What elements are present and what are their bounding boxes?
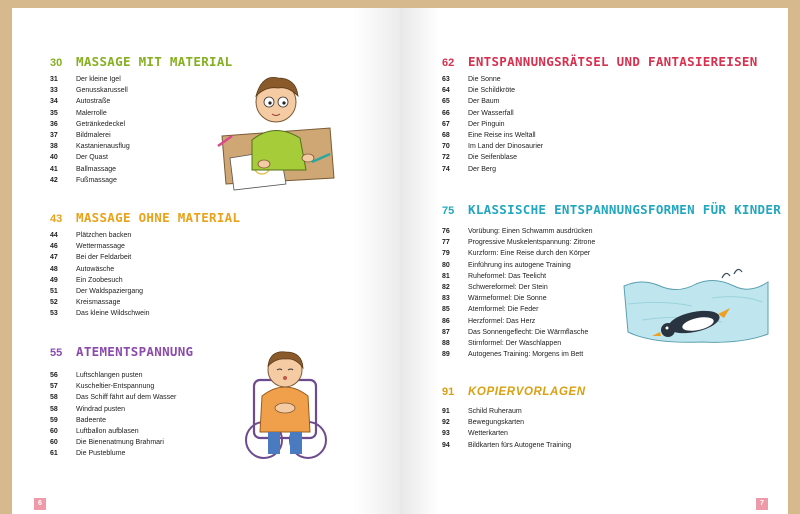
entry-page: 83 [442,295,450,303]
entry-title: Wettermassage [76,243,125,251]
entry-title: Windrad pusten [76,405,126,413]
toc-entry[interactable] [50,230,240,241]
entry-title: Badeente [76,416,106,424]
page-number-badge: 7 [756,498,768,510]
entry-page: 56 [50,372,58,379]
entry-page: 68 [442,131,450,139]
entry-title: Das Schiff fährt auf dem Wasser [76,394,177,402]
left-page [12,8,400,514]
toc-entry[interactable] [442,406,586,417]
entry-title: Die Schildkröte [468,87,516,95]
toc-entry[interactable] [50,74,233,85]
toc-entry[interactable] [442,248,781,259]
toc-entry[interactable] [50,85,233,96]
entry-page: 60 [50,439,58,447]
entry-title: Der Pinguin [468,120,505,128]
toc-section-kopiervorlagen [442,386,586,451]
entry-title: Vorübung: Einen Schwamm ausdrücken [468,228,593,235]
entry-page: 94 [442,441,450,449]
entry-title: Malerrolle [76,109,107,117]
entry-page: 58 [50,405,58,413]
entry-title: Bei der Feldarbeit [76,254,132,262]
entry-page: 67 [442,120,450,128]
section-title: ENTSPANNUNGSRÄTSEL UND FANTASIEREISEN [468,54,758,69]
entry-title: Autogenes Training: Morgens im Bett [468,351,584,359]
entry-title: Der Waldspaziergang [76,287,144,295]
toc-entry[interactable] [50,370,193,381]
entry-page: 89 [442,351,450,359]
entry-title: Bewegungskarten [468,419,525,427]
entry-title: Die Seifenblase [468,154,518,162]
toc-section-massage-ohne-material [50,210,240,320]
section-title: KLASSISCHE ENTSPANNUNGSFORMEN FÜR KINDER [468,202,782,217]
toc-entry[interactable] [50,392,193,403]
entry-title: Ein Zoobesuch [76,276,123,284]
entry-page: 53 [50,310,58,318]
section-title: MASSAGE MIT MATERIAL [76,54,233,69]
entry-page: 58 [50,394,58,402]
entry-page: 74 [442,165,450,173]
entry-title: Autowäsche [76,265,115,273]
penguin-swimming-illustration [622,264,772,348]
entry-title: Die Sonne [468,76,501,83]
entry-page: 40 [50,154,58,162]
toc-entry[interactable] [442,440,586,451]
toc-entry[interactable] [442,108,758,119]
section-page-number: 91 [442,386,455,398]
entry-page: 33 [50,87,58,95]
child-wheelchair-illustration [240,344,330,464]
entry-page: 66 [442,109,450,117]
section-page-number: 75 [442,205,455,217]
toc-entry[interactable] [50,264,240,275]
toc-entry[interactable] [50,241,240,252]
toc-list [50,74,233,186]
entry-page: 76 [442,228,450,235]
entry-title: Bildmalerei [76,131,111,139]
section-page-number: 62 [442,57,455,69]
toc-entry[interactable] [50,404,193,415]
section-page-number: 55 [50,347,63,359]
toc-entry[interactable] [50,108,233,119]
page-number-badge: 6 [34,498,46,510]
toc-list [442,74,758,175]
entry-title: Kastanienausflug [76,143,130,151]
toc-entry[interactable] [50,286,240,297]
entry-title: Bildkarten fürs Autogene Training [468,441,572,449]
entry-page: 93 [442,430,450,438]
toc-entry[interactable] [50,96,233,107]
section-title: MASSAGE OHNE MATERIAL [76,210,241,225]
toc-entry[interactable] [442,349,781,360]
entry-page: 65 [442,98,450,106]
toc-entry[interactable] [50,252,240,263]
entry-title: Kurzform: Eine Reise durch den Körper [468,250,591,258]
toc-entry[interactable] [442,119,758,130]
toc-entry[interactable] [50,297,240,308]
entry-title: Luftschlangen pusten [76,372,143,379]
toc-entry[interactable] [50,130,233,141]
entry-page: 85 [442,306,450,314]
entry-title: Autostraße [76,98,111,106]
toc-entry[interactable] [50,415,193,426]
toc-section-massage-mit-material [50,54,233,186]
toc-entry[interactable] [442,417,586,428]
entry-page: 38 [50,143,58,151]
toc-entry[interactable] [442,226,781,237]
toc-entry[interactable] [50,175,233,186]
entry-page: 70 [442,143,450,151]
toc-entry[interactable] [442,85,758,96]
entry-title: Luftballon aufblasen [76,427,139,435]
entry-page: 42 [50,176,58,184]
toc-section-atementspannung [50,344,193,460]
entry-page: 49 [50,276,58,284]
entry-title: Der Baum [468,98,500,106]
section-title: ATEMENTSPANNUNG [76,344,194,359]
entry-page: 77 [442,239,450,247]
entry-page: 57 [50,383,58,391]
entry-title: Schild Ruheraum [468,408,522,415]
entry-page: 81 [442,272,450,280]
entry-title: Kuscheltier-Entspannung [76,383,155,391]
entry-title: Herzformel: Das Herz [468,317,536,325]
toc-entry[interactable] [50,308,240,319]
toc-entry[interactable] [50,141,233,152]
entry-page: 64 [442,87,450,95]
toc-entry[interactable] [50,448,193,459]
toc-entry[interactable] [442,164,758,175]
entry-title: Kreismassage [76,299,121,307]
entry-page: 48 [50,265,58,273]
entry-page: 79 [442,250,450,258]
entry-title: Einführung ins autogene Training [468,261,571,269]
entry-page: 37 [50,131,58,139]
toc-entry[interactable] [50,119,233,130]
entry-title: Wärmeformel: Die Sonne [468,295,547,303]
entry-title: Eine Reise ins Weltall [468,131,536,139]
toc-entry[interactable] [50,381,193,392]
entry-title: Die Pusteblume [76,450,126,458]
entry-page: 51 [50,287,58,295]
toc-entry[interactable] [442,130,758,141]
entry-page: 80 [442,261,450,269]
entry-title: Genusskarussell [76,87,128,95]
entry-page: 60 [50,427,58,435]
toc-entry[interactable] [50,152,233,163]
toc-entry[interactable] [442,428,586,439]
toc-entry[interactable] [442,74,758,85]
entry-page: 87 [442,328,450,336]
section-title: KOPIERVORLAGEN [468,386,586,398]
entry-title: Getränkedeckel [76,120,126,128]
entry-page: 86 [442,317,450,325]
entry-title: Ballmassage [76,165,117,173]
entry-page: 46 [50,243,58,251]
entry-page: 35 [50,109,58,117]
right-page [400,8,788,514]
entry-page: 61 [50,450,58,458]
entry-page: 52 [50,299,58,307]
toc-list [50,230,240,320]
entry-title: Atemformel: Die Feder [468,306,539,314]
entry-page: 41 [50,165,58,173]
toc-list [50,370,193,460]
entry-page: 91 [442,408,450,415]
toc-section-entspannungsraetsel [442,54,758,175]
book-spread [12,8,788,514]
entry-title: Der Berg [468,165,497,173]
section-page-number: 30 [50,57,63,69]
entry-page: 88 [442,339,450,347]
toc-entry[interactable] [50,437,193,448]
entry-title: Das kleine Wildschwein [76,310,150,318]
entry-title: Plätzchen backen [76,232,132,239]
entry-title: Das Sonnengeflecht: Die Wärmflasche [468,328,589,336]
entry-page: 31 [50,76,58,83]
entry-title: Wetterkarten [468,430,508,438]
boy-drawing-illustration [212,66,337,201]
entry-title: Der Wasserfall [468,109,514,117]
toc-entry[interactable] [442,237,781,248]
entry-title: Der Quast [76,154,108,162]
toc-entry[interactable] [50,275,240,286]
toc-entry[interactable] [442,141,758,152]
entry-page: 36 [50,120,58,128]
entry-page: 92 [442,419,450,427]
entry-page: 59 [50,416,58,424]
toc-entry[interactable] [442,152,758,163]
toc-entry[interactable] [50,164,233,175]
entry-title: Schwereformel: Der Stein [468,283,548,291]
entry-page: 47 [50,254,58,262]
toc-entry[interactable] [442,96,758,107]
entry-title: Progressive Muskelentspannung: Zitrone [468,239,596,247]
entry-title: Fußmassage [76,176,117,184]
entry-page: 72 [442,154,450,162]
toc-list [442,406,586,451]
entry-title: Die Bienenatmung Brahmari [76,439,164,447]
section-page-number: 43 [50,213,63,225]
entry-title: Im Land der Dinosaurier [468,143,544,151]
entry-page: 82 [442,283,450,291]
entry-page: 44 [50,232,58,239]
entry-title: Ruheformel: Das Teelicht [468,272,547,280]
entry-page: 63 [442,76,450,83]
entry-title: Der kleine Igel [76,76,121,83]
entry-title: Stirnformel: Der Waschlappen [468,339,562,347]
entry-page: 34 [50,98,58,106]
toc-entry[interactable] [50,426,193,437]
